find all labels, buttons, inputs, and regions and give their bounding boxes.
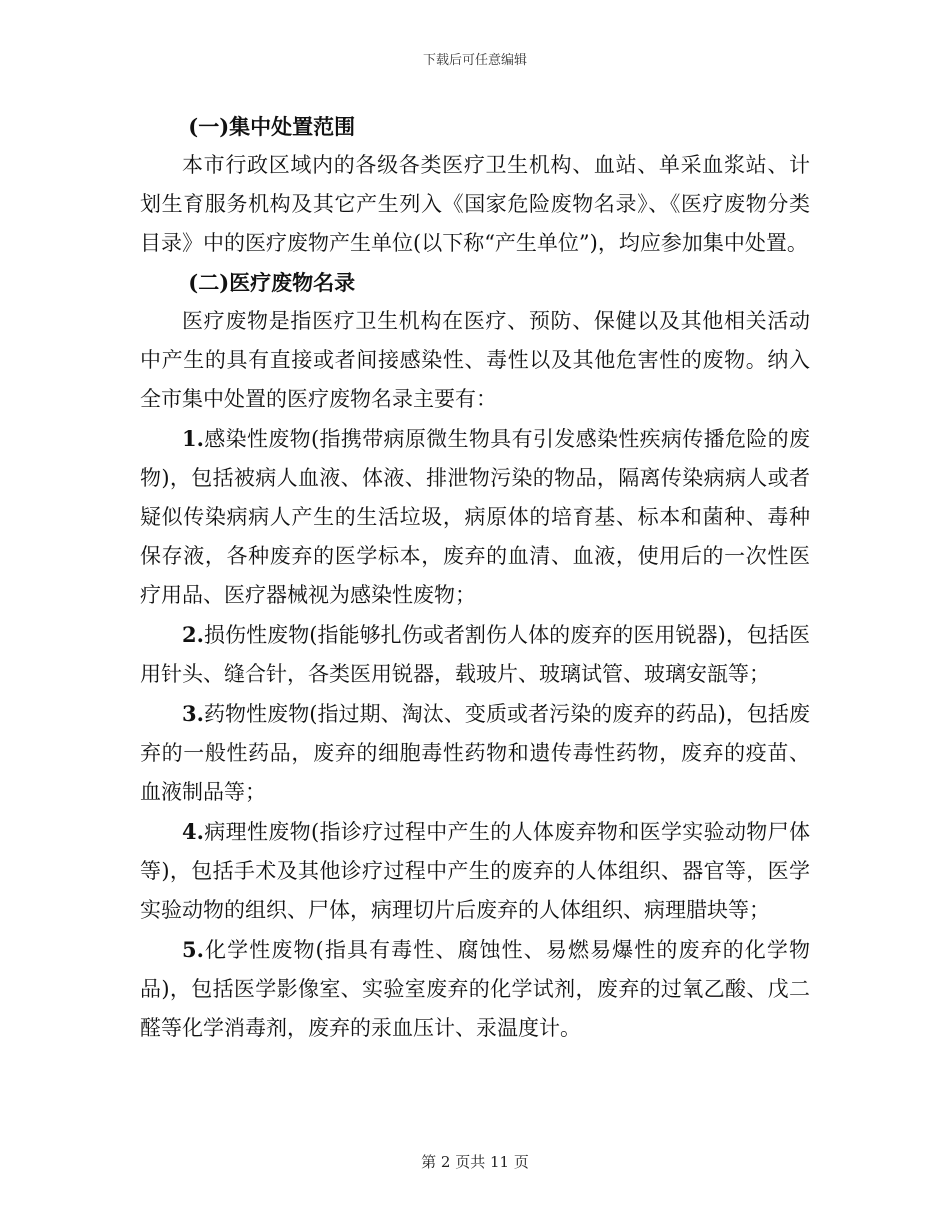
list-item-text: 损伤性废物(指能够扎伤或者割伤人体的废弃的医用锐器)，包括医用针头、缝合针，各类医用锐器，载玻片、玻璃试管、玻璃安瓿等；: [140, 623, 810, 686]
list-item-chemical: [140, 930, 810, 1048]
page-number: 第 2 页共 11 页: [421, 1153, 529, 1171]
list-item-pathological: [140, 812, 810, 930]
list-item-text: 感染性废物(指携带病原微生物具有引发感染性疾病传播危险的废物)，包括被病人血液、体液、排泄物污染的物品，隔离传染病病人或者疑似传染病病人产生的生活垃圾，病原体的培育基、标本和菌种、毒种保存液，各种废弃的医学标本，废弃的血清、血液，使用后的一次性医疗用品、医疗器械视为感染性废物；: [140, 427, 810, 607]
list-item-number: 5.: [182, 937, 204, 962]
list-item-number: 2.: [182, 622, 204, 647]
section-heading-catalog: (二)医疗废物名录: [188, 270, 356, 295]
document-body: [140, 107, 810, 1048]
page-header: 下载后可任意编辑: [422, 53, 527, 68]
list-item-injurious: [140, 615, 810, 694]
list-item-number: 3.: [182, 701, 204, 726]
paragraph-catalog-intro: 医疗废物是指医疗卫生机构在医疗、预防、保健以及其他相关活动中产生的具有直接或者间接感染性、毒性以及其他危害性的废物。纳入全市集中处置的医疗废物名录主要有：: [140, 309, 810, 411]
list-item-number: 4.: [182, 819, 204, 844]
list-item-number: 1.: [182, 426, 204, 451]
list-item-pharmaceutical: [140, 694, 810, 812]
list-item-text: 病理性废物(指诊疗过程中产生的人体废弃物和医学实验动物尸体等)，包括手术及其他诊疗过程中产生的废弃的人体组织、器官等，医学实验动物的组织、尸体，病理切片后废弃的人体组织、病理腊块等；: [140, 820, 810, 922]
section-heading-scope: (一)集中处置范围: [188, 114, 356, 139]
paragraph-scope: 本市行政区域内的各级各类医疗卫生机构、血站、单采血浆站、计划生育服务机构及其它产生列入《国家危险废物名录》、《医疗废物分类目录》中的医疗废物产生单位(以下称“产生单位”)，均应参加集中处置。: [140, 153, 810, 255]
list-item-text: 化学性废物(指具有毒性、腐蚀性、易燃易爆性的废弃的化学物品)，包括医学影像室、实验室废弃的化学试剂，废弃的过氧乙酸、戊二醛等化学消毒剂，废弃的汞血压计、汞温度计。: [140, 938, 810, 1040]
list-item-infectious: [140, 419, 810, 615]
list-item-text: 药物性废物(指过期、淘汰、变质或者污染的废弃的药品)，包括废弃的一般性药品，废弃的细胞毒性药物和遗传毒性药物，废弃的疫苗、血液制品等；: [140, 702, 810, 804]
